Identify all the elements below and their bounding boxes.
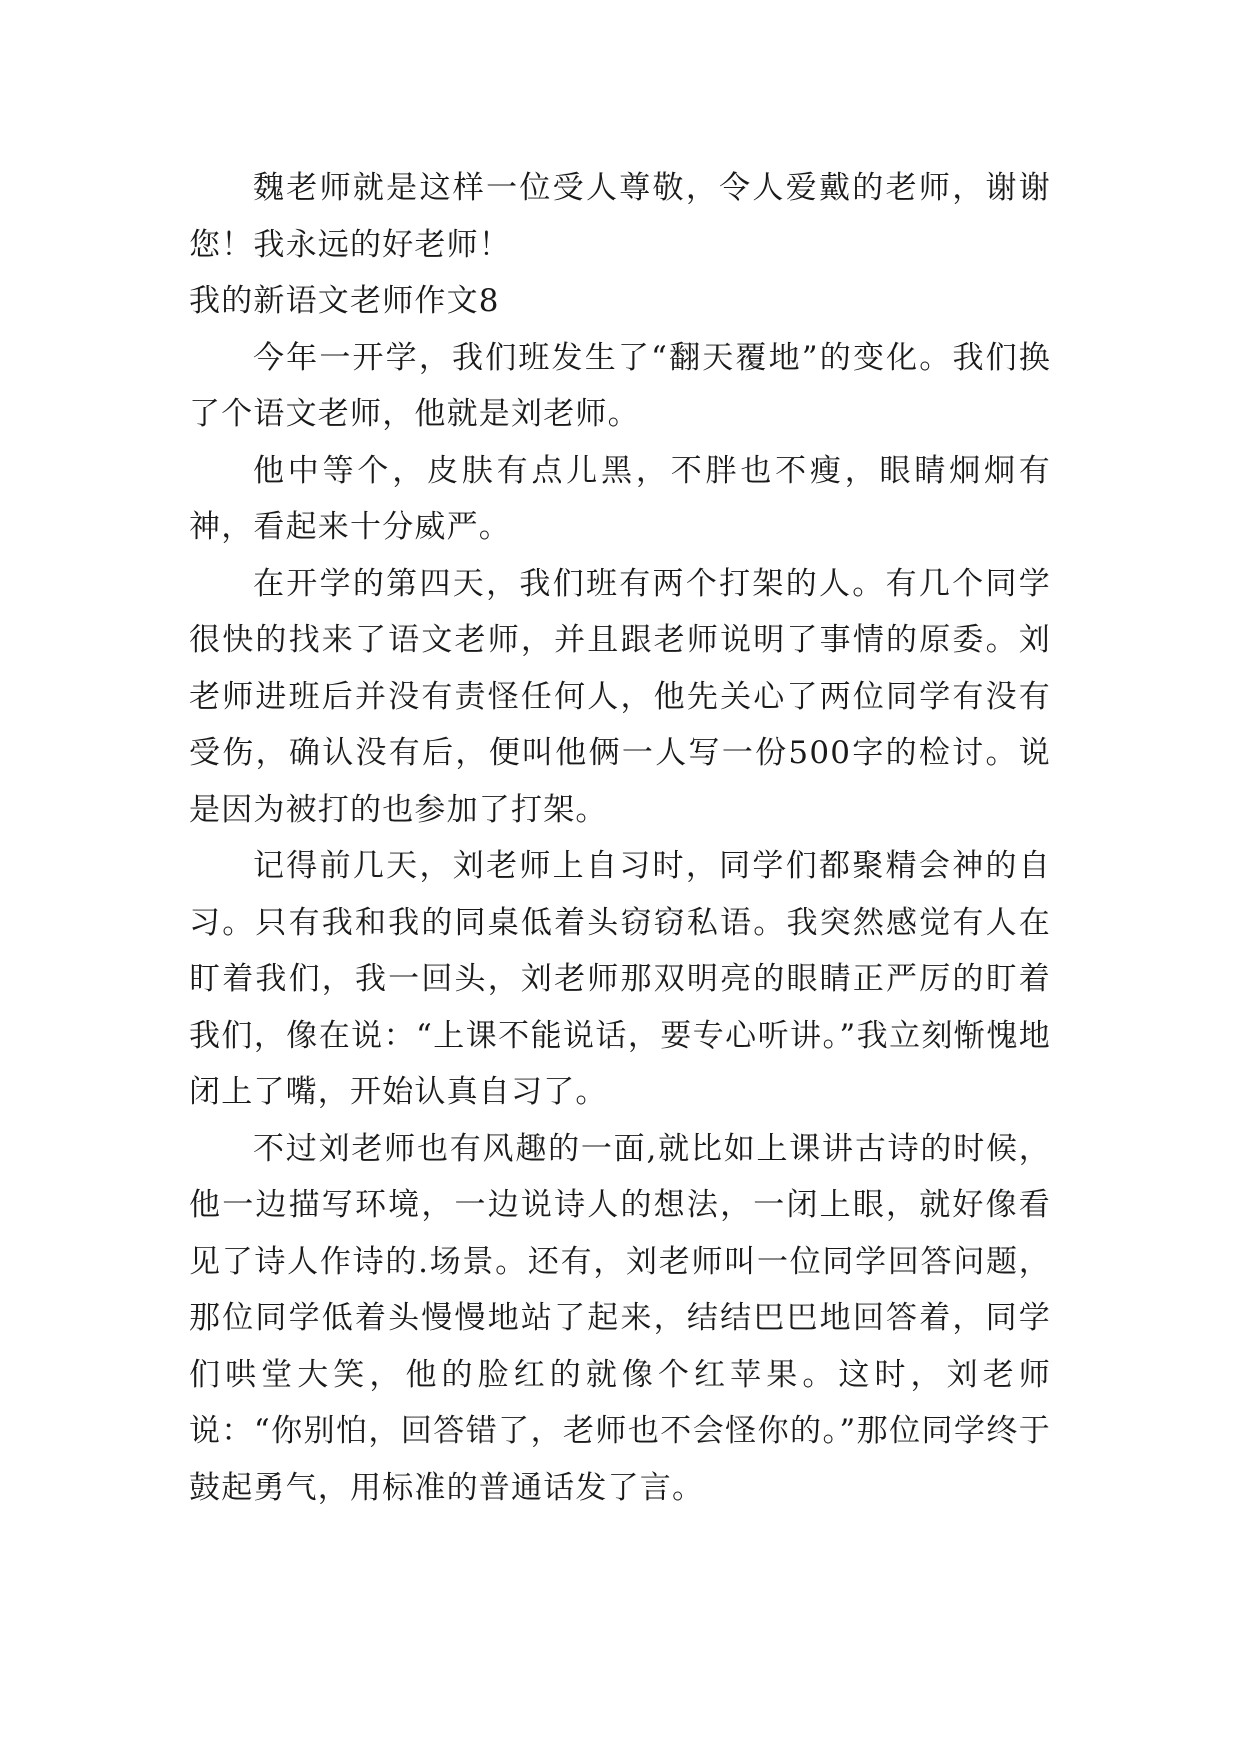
- paragraph-1: 今年一开学，我们班发生了“翻天覆地”的变化。我们换了个语文老师，他就是刘老师。: [189, 339, 1051, 432]
- essay-title: 我的新语文老师作文8: [189, 283, 500, 319]
- document-body: [189, 160, 1051, 1516]
- paragraph-2: 他中等个，皮肤有点儿黑，不胖也不瘦，眼睛炯炯有神，看起来十分威严。: [189, 452, 1051, 545]
- paragraph-3: 在开学的第四天，我们班有两个打架的人。有几个同学很快的找来了语文老师，并且跟老师说明了事情的原委。刘老师进班后并没有责怪任何人，他先关心了两位同学有没有受伤，确认没有后，便叫他俩一人写一份500字的检讨。说是因为被打的也参加了打架。: [189, 565, 1051, 828]
- paragraph-4: 记得前几天，刘老师上自习时，同学们都聚精会神的自习。只有我和我的同桌低着头窃窃私语。我突然感觉有人在盯着我们，我一回头，刘老师那双明亮的眼睛正严厉的盯着我们，像在说：“上课不能说话，要专心听讲。”我立刻惭愧地闭上了嘴，开始认真自习了。: [189, 848, 1051, 1110]
- paragraph-closing: 魏老师就是这样一位受人尊敬，令人爱戴的老师，谢谢您！我永远的好老师！: [189, 170, 1051, 263]
- paragraph-5: 不过刘老师也有风趣的一面,就比如上课讲古诗的时候，他一边描写环境，一边说诗人的想法，一闭上眼，就好像看见了诗人作诗的.场景。还有，刘老师叫一位同学回答问题，那位同学低着头慢慢地站了起来，结结巴巴地回答着，同学们哄堂大笑，他的脸红的就像个红苹果。这时，刘老师说：“你别怕，回答错了，老师也不会怪你的。”那位同学终于鼓起勇气，用标准的普通话发了言。: [189, 1130, 1051, 1506]
